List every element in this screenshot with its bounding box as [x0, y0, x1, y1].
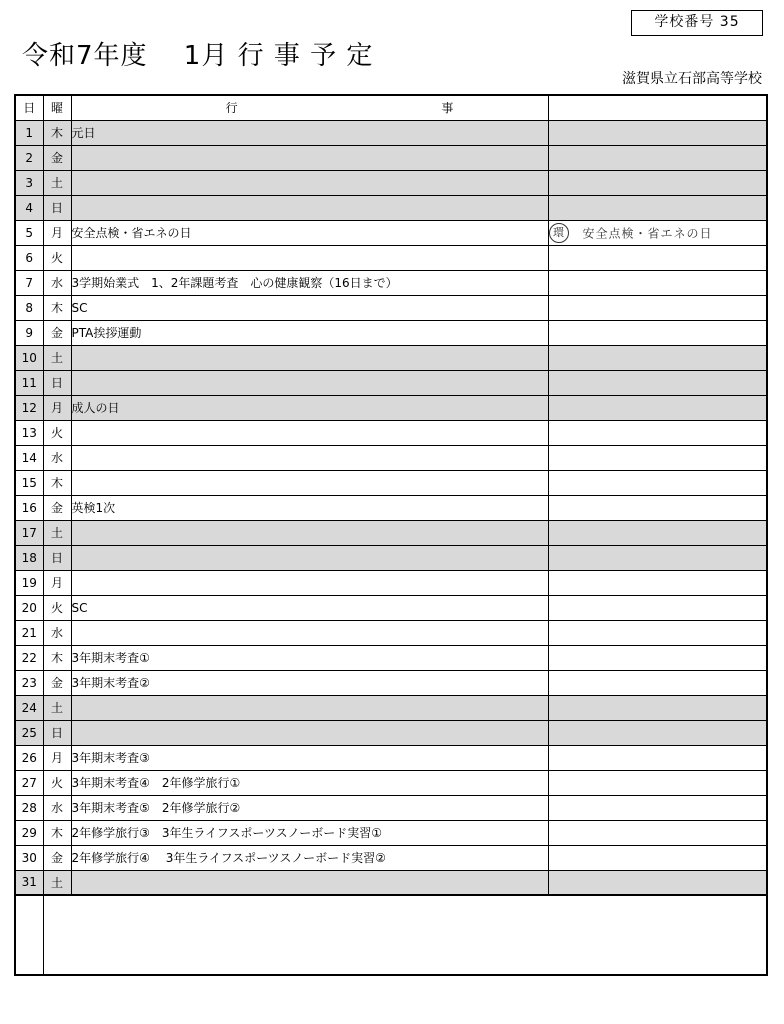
- event-cell: 安全点検・省エネの日: [71, 220, 548, 245]
- table-row: [15, 645, 767, 670]
- dow-cell: 月: [43, 745, 71, 770]
- dow-cell: 木: [43, 470, 71, 495]
- note-cell: [548, 795, 767, 820]
- schedule-table: [14, 94, 768, 976]
- dow-cell: 土: [43, 520, 71, 545]
- note-cell: [548, 320, 767, 345]
- dow-cell: 月: [43, 395, 71, 420]
- note-text: 安全点検・省エネの日: [582, 226, 713, 240]
- event-cell: [71, 170, 548, 195]
- dow-cell: 日: [43, 370, 71, 395]
- day-cell: 5: [15, 220, 43, 245]
- dow-cell: 土: [43, 695, 71, 720]
- day-cell: 11: [15, 370, 43, 395]
- event-cell: [71, 370, 548, 395]
- col-day-header: 日: [15, 95, 43, 120]
- dow-cell: 木: [43, 295, 71, 320]
- note-cell: [548, 120, 767, 145]
- event-cell: 成人の日: [71, 395, 548, 420]
- event-cell: 2年修学旅行③ 3年生ライフスポーツスノーボード実習①: [71, 820, 548, 845]
- day-cell: 8: [15, 295, 43, 320]
- day-cell: 3: [15, 170, 43, 195]
- event-cell: 英検1次: [71, 495, 548, 520]
- event-cell: 3年期末考査④ 2年修学旅行①: [71, 770, 548, 795]
- table-row: [15, 770, 767, 795]
- blank-left-cell: [15, 895, 43, 975]
- note-cell: [548, 620, 767, 645]
- table-row: [15, 720, 767, 745]
- dow-cell: 土: [43, 345, 71, 370]
- day-cell: 21: [15, 620, 43, 645]
- note-cell: [548, 520, 767, 545]
- blank-notes-row: [15, 895, 767, 975]
- dow-cell: 日: [43, 720, 71, 745]
- environment-mark-icon: 環: [549, 223, 569, 243]
- event-cell: [71, 145, 548, 170]
- table-row: [15, 795, 767, 820]
- event-cell: [71, 445, 548, 470]
- table-row: [15, 195, 767, 220]
- table-row: [15, 695, 767, 720]
- table-row: [15, 420, 767, 445]
- note-cell: [548, 445, 767, 470]
- day-cell: 6: [15, 245, 43, 270]
- table-row: [15, 370, 767, 395]
- table-row: [15, 245, 767, 270]
- note-cell: [548, 395, 767, 420]
- day-cell: 22: [15, 645, 43, 670]
- note-cell: [548, 295, 767, 320]
- dow-cell: 金: [43, 495, 71, 520]
- note-cell: [548, 745, 767, 770]
- event-cell: 3年期末考査⑤ 2年修学旅行②: [71, 795, 548, 820]
- note-cell: [548, 645, 767, 670]
- table-row: [15, 595, 767, 620]
- event-cell: [71, 470, 548, 495]
- event-cell: [71, 570, 548, 595]
- note-cell: [548, 595, 767, 620]
- note-cell: [548, 245, 767, 270]
- table-row: [15, 170, 767, 195]
- note-cell: [548, 770, 767, 795]
- event-cell: [71, 420, 548, 445]
- event-cell: 3学期始業式 1、2年課題考査 心の健康観察（16日まで）: [71, 270, 548, 295]
- table-row: [15, 295, 767, 320]
- day-cell: 23: [15, 670, 43, 695]
- day-cell: 25: [15, 720, 43, 745]
- event-cell: [71, 245, 548, 270]
- day-cell: 29: [15, 820, 43, 845]
- dow-cell: 金: [43, 145, 71, 170]
- table-row: [15, 495, 767, 520]
- note-cell: [548, 420, 767, 445]
- day-cell: 14: [15, 445, 43, 470]
- day-cell: 10: [15, 345, 43, 370]
- day-cell: 12: [15, 395, 43, 420]
- note-cell: [548, 845, 767, 870]
- school-number-box: 学校番号 35: [631, 10, 763, 36]
- col-note-header: [548, 95, 767, 120]
- page-title: 令和7年度 1月 行 事 予 定: [22, 41, 374, 71]
- note-cell: [548, 145, 767, 170]
- event-cell: 3年期末考査③: [71, 745, 548, 770]
- day-cell: 20: [15, 595, 43, 620]
- dow-cell: 水: [43, 445, 71, 470]
- day-cell: 26: [15, 745, 43, 770]
- note-cell: [548, 195, 767, 220]
- event-cell: 元日: [71, 120, 548, 145]
- event-cell: [71, 520, 548, 545]
- day-cell: 1: [15, 120, 43, 145]
- dow-cell: 金: [43, 845, 71, 870]
- dow-cell: 日: [43, 545, 71, 570]
- day-cell: 27: [15, 770, 43, 795]
- event-cell: [71, 620, 548, 645]
- event-cell: 3年期末考査①: [71, 645, 548, 670]
- dow-cell: 木: [43, 120, 71, 145]
- blank-notes-cell: [43, 895, 767, 975]
- day-cell: 16: [15, 495, 43, 520]
- day-cell: 19: [15, 570, 43, 595]
- event-cell: [71, 720, 548, 745]
- event-cell: 3年期末考査②: [71, 670, 548, 695]
- note-cell: [548, 495, 767, 520]
- table-row: [15, 670, 767, 695]
- dow-cell: 木: [43, 645, 71, 670]
- event-cell: [71, 695, 548, 720]
- dow-cell: 日: [43, 195, 71, 220]
- dow-cell: 水: [43, 620, 71, 645]
- dow-cell: 火: [43, 595, 71, 620]
- table-row: [15, 445, 767, 470]
- header-row: [15, 95, 767, 120]
- note-cell: [548, 220, 767, 245]
- table-row: [15, 520, 767, 545]
- note-cell: [548, 545, 767, 570]
- table-row: [15, 620, 767, 645]
- day-cell: 31: [15, 870, 43, 895]
- event-cell: [71, 870, 548, 895]
- event-cell: SC: [71, 595, 548, 620]
- col-event-header: [71, 95, 548, 120]
- note-cell: [548, 370, 767, 395]
- col-event-header-2: 事: [441, 101, 454, 116]
- day-cell: 17: [15, 520, 43, 545]
- col-event-header-1: 行: [225, 101, 238, 116]
- dow-cell: 金: [43, 320, 71, 345]
- table-row: [15, 395, 767, 420]
- col-dow-header: 曜: [43, 95, 71, 120]
- event-cell: [71, 195, 548, 220]
- table-row: [15, 470, 767, 495]
- dow-cell: 月: [43, 220, 71, 245]
- note-cell: [548, 720, 767, 745]
- table-row: [15, 220, 767, 245]
- day-cell: 30: [15, 845, 43, 870]
- dow-cell: 金: [43, 670, 71, 695]
- table-row: [15, 820, 767, 845]
- note-cell: [548, 345, 767, 370]
- note-cell: [548, 820, 767, 845]
- day-cell: 2: [15, 145, 43, 170]
- table-row: [15, 145, 767, 170]
- table-row: [15, 870, 767, 895]
- event-cell: PTA挨拶運動: [71, 320, 548, 345]
- day-cell: 4: [15, 195, 43, 220]
- table-row: [15, 845, 767, 870]
- dow-cell: 水: [43, 270, 71, 295]
- table-row: [15, 320, 767, 345]
- note-cell: [548, 695, 767, 720]
- day-cell: 18: [15, 545, 43, 570]
- day-cell: 7: [15, 270, 43, 295]
- dow-cell: 火: [43, 420, 71, 445]
- table-row: [15, 120, 767, 145]
- dow-cell: 木: [43, 820, 71, 845]
- event-cell: [71, 345, 548, 370]
- dow-cell: 土: [43, 170, 71, 195]
- note-cell: [548, 670, 767, 695]
- dow-cell: 土: [43, 870, 71, 895]
- dow-cell: 月: [43, 570, 71, 595]
- table-row: [15, 545, 767, 570]
- school-name: 滋賀県立石部高等学校: [622, 71, 762, 87]
- event-cell: [71, 545, 548, 570]
- dow-cell: 火: [43, 770, 71, 795]
- table-row: [15, 270, 767, 295]
- table-row: [15, 745, 767, 770]
- note-cell: [548, 170, 767, 195]
- day-cell: 24: [15, 695, 43, 720]
- dow-cell: 水: [43, 795, 71, 820]
- note-cell: [548, 570, 767, 595]
- day-cell: 13: [15, 420, 43, 445]
- day-cell: 15: [15, 470, 43, 495]
- event-cell: SC: [71, 295, 548, 320]
- note-cell: [548, 470, 767, 495]
- table-row: [15, 345, 767, 370]
- event-cell: 2年修学旅行④ 3年生ライフスポーツスノーボード実習②: [71, 845, 548, 870]
- table-row: [15, 570, 767, 595]
- dow-cell: 火: [43, 245, 71, 270]
- note-cell: [548, 270, 767, 295]
- day-cell: 28: [15, 795, 43, 820]
- day-cell: 9: [15, 320, 43, 345]
- note-cell: [548, 870, 767, 895]
